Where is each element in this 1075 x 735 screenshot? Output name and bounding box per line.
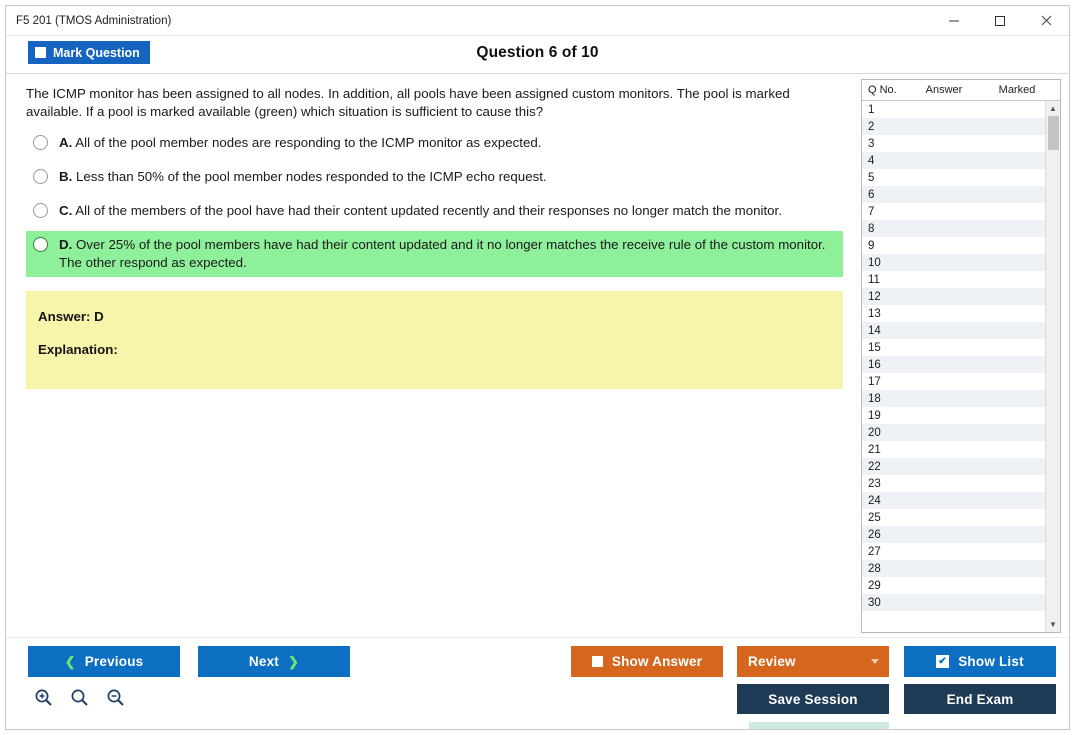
answer-value: Answer: D [38,309,104,324]
table-row[interactable] [862,492,1045,509]
option-b[interactable] [26,163,843,191]
row-qno: 14 [868,324,881,337]
table-row[interactable] [862,305,1045,322]
row-qno: 12 [868,290,881,303]
option-text: All of the members of the pool have had their content updated recently and their responses no longer match the monitor. [75,203,782,218]
option-letter: C. [59,203,73,218]
next-button[interactable] [198,646,350,677]
zoom-in-icon[interactable] [32,686,54,708]
question-list-header [862,80,1060,101]
zoom-out-icon[interactable] [104,686,126,708]
row-qno: 18 [868,392,881,405]
table-row[interactable] [862,322,1045,339]
row-qno: 30 [868,596,881,609]
row-qno: 5 [868,171,875,184]
question-list-scroll-area [862,101,1060,632]
scrollbar-thumb[interactable] [1048,116,1059,150]
row-qno: 7 [868,205,875,218]
row-qno: 22 [868,460,881,473]
table-row[interactable] [862,560,1045,577]
table-row[interactable] [862,203,1045,220]
table-row[interactable] [862,101,1045,118]
row-qno: 1 [868,103,875,116]
table-row[interactable] [862,594,1045,611]
row-qno: 15 [868,341,881,354]
column-header-answer: Answer [925,84,963,96]
radio-button-icon[interactable] [33,135,48,150]
answer-explanation-box [26,291,843,389]
chevron-down-icon [871,659,879,664]
table-row[interactable] [862,152,1045,169]
question-text: The ICMP monitor has been assigned to all nodes. In addition, all pools have been assigned custom monitors. The pool is marked available. If a pool is marked available (green) which situation is sufficient to cause this? [26,86,790,119]
option-d[interactable] [26,231,843,277]
save-session-button[interactable] [737,684,889,714]
option-letter: B. [59,169,73,184]
table-row[interactable] [862,475,1045,492]
row-qno: 9 [868,239,875,252]
row-qno: 24 [868,494,881,507]
table-row[interactable] [862,526,1045,543]
column-header-marked: Marked [998,84,1036,96]
show-list-label: Show List [958,654,1024,669]
exam-application-window [5,5,1070,730]
minimize-icon[interactable] [931,6,977,36]
next-label: Next [248,654,279,669]
table-row[interactable] [862,135,1045,152]
table-row[interactable] [862,424,1045,441]
list-vertical-scrollbar[interactable] [1045,101,1060,632]
row-qno: 19 [868,409,881,422]
table-row[interactable] [862,356,1045,373]
checkmark-icon: ✔ [936,655,949,668]
review-dropdown[interactable] [737,646,889,677]
row-qno: 2 [868,120,875,133]
radio-button-icon[interactable] [33,237,48,252]
footer-toolbar [6,637,1069,729]
table-row[interactable] [862,390,1045,407]
table-row[interactable] [862,577,1045,594]
answer-options-list [26,129,843,277]
table-row[interactable] [862,407,1045,424]
row-qno: 27 [868,545,881,558]
radio-button-icon[interactable] [33,169,48,184]
end-exam-button[interactable] [904,684,1056,714]
row-qno: 8 [868,222,875,235]
scroll-down-arrow-icon[interactable]: ▼ [1049,620,1057,629]
status-accent-strip [749,722,889,729]
end-exam-label: End Exam [946,691,1014,707]
row-qno: 28 [868,562,881,575]
option-text: Less than 50% of the pool member nodes responded to the ICMP echo request. [76,169,547,184]
row-qno: 20 [868,426,881,439]
row-qno: 11 [868,273,880,286]
option-text: All of the pool member nodes are responding to the ICMP monitor as expected. [75,135,542,150]
table-row[interactable] [862,339,1045,356]
content-area [6,74,1069,637]
row-qno: 6 [868,188,875,201]
row-qno: 26 [868,528,881,541]
window-controls [931,6,1069,36]
row-qno: 21 [868,443,881,456]
option-a[interactable] [26,129,843,157]
table-row[interactable] [862,237,1045,254]
row-qno: 10 [868,256,881,269]
show-answer-label: Show Answer [611,654,703,669]
column-header-qno: Q No. [868,84,897,96]
row-qno: 23 [868,477,881,490]
table-row[interactable] [862,220,1045,237]
chevron-right-icon: ❯ [287,653,300,669]
row-qno: 16 [868,358,881,371]
table-row[interactable] [862,254,1045,271]
row-qno: 3 [868,137,875,150]
table-row[interactable] [862,543,1045,560]
table-row[interactable] [862,186,1045,203]
question-pane [6,74,861,637]
question-header [6,36,1069,74]
review-label: Review [748,654,796,669]
table-row[interactable] [862,271,1045,288]
option-c[interactable] [26,197,843,225]
chevron-left-icon: ❮ [64,653,76,669]
table-row[interactable] [862,458,1045,475]
maximize-icon[interactable] [977,6,1023,36]
row-qno: 17 [868,375,881,388]
previous-label: Previous [84,654,144,669]
previous-button[interactable] [28,646,180,677]
option-letter: A. [59,135,73,150]
option-letter: D. [59,237,73,252]
save-session-label: Save Session [768,691,858,707]
explanation-label: Explanation: [38,342,118,357]
show-list-button[interactable] [904,646,1056,677]
table-row[interactable] [862,288,1045,305]
zoom-reset-icon[interactable] [68,686,90,708]
row-qno: 25 [868,511,881,524]
table-row[interactable] [862,169,1045,186]
scroll-up-arrow-icon[interactable]: ▲ [1049,104,1057,113]
zoom-controls [32,686,126,708]
radio-button-icon[interactable] [33,203,48,218]
checkbox-icon [592,656,603,667]
row-qno: 4 [868,154,875,167]
title-bar [6,6,1069,36]
close-icon[interactable] [1023,6,1069,36]
row-qno: 13 [868,307,881,320]
window-title: F5 201 (TMOS Administration) [16,14,172,27]
show-answer-button[interactable] [571,646,723,677]
table-row[interactable] [862,118,1045,135]
scrollbar-track[interactable] [1046,116,1061,617]
question-counter: Question 6 of 10 [476,44,599,61]
row-qno: 29 [868,579,881,592]
table-row[interactable] [862,509,1045,526]
mark-question-label: Mark Question [53,45,140,60]
table-row[interactable] [862,373,1045,390]
question-list-rows [862,101,1045,632]
table-row[interactable] [862,441,1045,458]
question-list-panel [861,79,1061,633]
option-text: Over 25% of the pool members have had their content updated and it no longer matches the receive rule of the custom monitor. The other respond as expected. [59,237,826,270]
